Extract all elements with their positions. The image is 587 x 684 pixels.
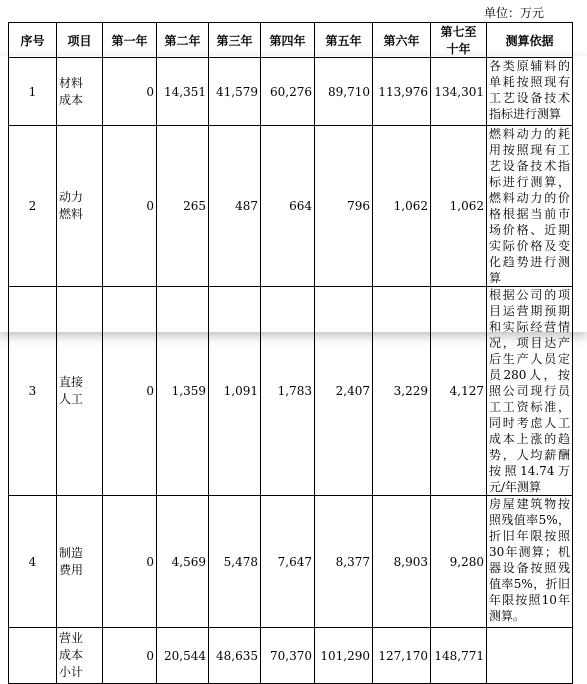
row-value-year-6: 8,903	[373, 496, 431, 628]
row-item	[57, 58, 103, 126]
row-item-line: 小计	[59, 665, 84, 679]
row-value-year-5: 89,710	[315, 58, 373, 126]
row-basis	[487, 628, 573, 684]
row-item	[57, 496, 103, 628]
top-border	[0, 0, 587, 2]
header-year-6: 第六年	[373, 23, 431, 58]
header-year-3: 第三年	[209, 23, 261, 58]
row-value-year-4: 60,276	[261, 58, 315, 126]
row-number	[9, 628, 57, 684]
row-value-year-3: 5,478	[209, 496, 261, 628]
row-value-year-1: 0	[103, 628, 157, 684]
row-item	[57, 287, 103, 496]
header-year-7-10-line2: 十年	[446, 42, 471, 56]
row-value-year-6: 127,170	[373, 628, 431, 684]
row-value-year-5: 8,377	[315, 496, 373, 628]
row-item-line: 成本	[59, 92, 84, 107]
header-basis: 测算依据	[487, 23, 573, 58]
row-value-year-2: 4,569	[157, 496, 209, 628]
row-item-line: 直接	[59, 375, 84, 389]
row-value-year-6: 3,229	[373, 287, 431, 496]
row-item	[57, 126, 103, 287]
row-value-year-2: 1,359	[157, 287, 209, 496]
table-row	[9, 628, 573, 684]
table-row	[9, 58, 573, 126]
row-value-year-4: 70,370	[261, 628, 315, 684]
row-value-year-5: 2,407	[315, 287, 373, 496]
row-value-year-6: 1,062	[373, 126, 431, 287]
row-value-year-1: 0	[103, 496, 157, 628]
row-value-year-7: 148,771	[431, 628, 487, 684]
row-value-year-4: 1,783	[261, 287, 315, 496]
header-year-7-10	[431, 23, 487, 58]
row-basis: 房屋建筑物按照残值率5%，折旧年限按照30年测算；机器设备按照残值率5%，折旧年限按照10年测算。	[487, 496, 573, 628]
row-basis: 燃料动力的耗用按照现有工艺设备技术指标进行测算，燃料动力的价格根据当前市场价格、近期实际价格及变化趋势进行测算	[487, 126, 573, 287]
row-value-year-3: 48,635	[209, 628, 261, 684]
row-value-year-2: 20,544	[157, 628, 209, 684]
row-value-year-2: 265	[157, 126, 209, 287]
row-value-year-3: 41,579	[209, 58, 261, 126]
row-number: 1	[9, 58, 57, 126]
unit-label: 单位：万元	[484, 6, 545, 20]
row-item-line: 制造	[59, 545, 84, 560]
row-value-year-7: 1,062	[431, 126, 487, 287]
table-row	[9, 496, 573, 628]
row-value-year-3: 1,091	[209, 287, 261, 496]
row-item-line: 材料	[59, 75, 84, 90]
row-value-year-7: 9,280	[431, 496, 487, 628]
header-year-2: 第二年	[157, 23, 209, 58]
header-item: 项目	[57, 23, 103, 58]
row-item-line: 费用	[59, 562, 84, 577]
row-value-year-4: 664	[261, 126, 315, 287]
row-basis: 根据公司的项目运营期预期和实际经营情况，项目达产后生产人员定员280人，按照公司现行员工工资标准，同时考虑人工成本上涨的趋势，人均薪酬按照14.74万元/年测算	[487, 287, 573, 496]
row-value-year-7: 134,301	[431, 58, 487, 126]
header-no: 序号	[9, 23, 57, 58]
row-item-line: 动力	[59, 190, 84, 204]
row-value-year-3: 487	[209, 126, 261, 287]
row-basis: 各类原辅料的单耗按照现有工艺设备技术指标进行测算	[487, 58, 573, 126]
row-item-line: 营业	[59, 631, 84, 645]
row-value-year-1: 0	[103, 126, 157, 287]
header-row	[9, 23, 573, 58]
operating-cost-table	[8, 22, 573, 684]
row-item	[57, 628, 103, 684]
table-row	[9, 287, 573, 496]
row-value-year-2: 14,351	[157, 58, 209, 126]
row-number: 2	[9, 126, 57, 287]
row-item-line: 成本	[59, 648, 84, 662]
row-value-year-5: 101,290	[315, 628, 373, 684]
row-item-line: 燃料	[59, 207, 84, 221]
header-year-5: 第五年	[315, 23, 373, 58]
header-year-4: 第四年	[261, 23, 315, 58]
row-value-year-1: 0	[103, 287, 157, 496]
row-value-year-1: 0	[103, 58, 157, 126]
row-value-year-5: 796	[315, 126, 373, 287]
row-item-line: 人工	[59, 392, 84, 406]
row-number: 4	[9, 496, 57, 628]
row-value-year-6: 113,976	[373, 58, 431, 126]
table-row	[9, 126, 573, 287]
row-value-year-4: 7,647	[261, 496, 315, 628]
header-year-1: 第一年	[103, 23, 157, 58]
header-year-7-10-line1: 第七至	[440, 25, 477, 39]
row-number: 3	[9, 287, 57, 496]
row-value-year-7: 4,127	[431, 287, 487, 496]
